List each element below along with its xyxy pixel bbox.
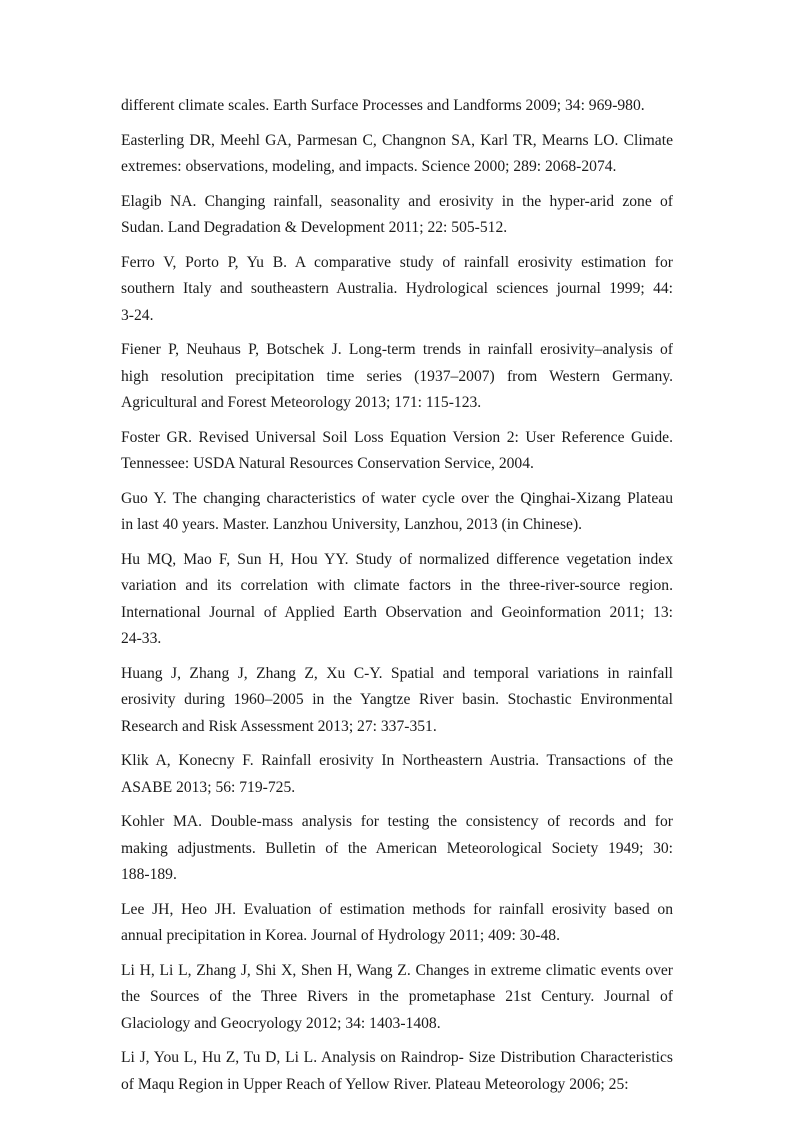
- reference-entry: [121, 128, 673, 181]
- reference-line: Elagib NA. Changing rainfall, seasonality and erosivity in the hyper-arid zone of: [121, 192, 673, 210]
- reference-line: Hu MQ, Mao F, Sun H, Hou YY. Study of normalized difference vegetation index: [121, 550, 673, 568]
- reference-line: Huang J, Zhang J, Zhang Z, Xu C-Y. Spatial and temporal variations in rainfall: [121, 664, 673, 682]
- reference-line: Sudan. Land Degradation & Development 2011; 22: 505-512.: [121, 219, 508, 236]
- reference-entry: [121, 93, 673, 120]
- reference-entry: [121, 1045, 673, 1098]
- reference-entry: [121, 250, 673, 330]
- reference-line: different climate scales. Earth Surface Processes and Landforms 2009; 34: 969-980.: [121, 97, 645, 114]
- reference-line: in last 40 years. Master. Lanzhou University, Lanzhou, 2013 (in Chinese).: [121, 516, 583, 533]
- reference-list: [121, 93, 673, 1106]
- reference-line: variation and its correlation with climate factors in the three-river-source region.: [121, 577, 673, 594]
- reference-line: southern Italy and southeastern Australia. Hydrological sciences journal 1999; 44:: [121, 280, 673, 297]
- reference-line: of Maqu Region in Upper Reach of Yellow River. Plateau Meteorology 2006; 25:: [121, 1075, 629, 1093]
- reference-line: 188-189.: [121, 866, 177, 883]
- reference-line: Foster GR. Revised Universal Soil Loss Equation Version 2: User Reference Guide.: [121, 428, 673, 446]
- reference-line: Easterling DR, Meehl GA, Parmesan C, Changnon SA, Karl TR, Mearns LO. Climate: [121, 131, 673, 149]
- reference-entry: [121, 748, 673, 801]
- reference-entry: [121, 337, 673, 417]
- reference-line: high resolution precipitation time series (1937–2007) from Western Germany.: [121, 367, 673, 385]
- reference-line: Fiener P, Neuhaus P, Botschek J. Long-term trends in rainfall erosivity–analysis of: [121, 341, 673, 358]
- reference-line: International Journal of Applied Earth Observation and Geoinformation 2011; 13:: [121, 603, 673, 621]
- reference-line: Guo Y. The changing characteristics of water cycle over the Qinghai-Xizang Plateau: [121, 489, 673, 507]
- reference-entry: [121, 958, 673, 1038]
- reference-line: the Sources of the Three Rivers in the prometaphase 21st Century. Journal of: [121, 988, 673, 1005]
- reference-line: making adjustments. Bulletin of the American Meteorological Society 1949; 30:: [121, 839, 673, 857]
- reference-line: Research and Risk Assessment 2013; 27: 337-351.: [121, 717, 437, 735]
- reference-entry: [121, 897, 673, 950]
- reference-line: Tennessee: USDA Natural Resources Conservation Service, 2004.: [121, 455, 534, 472]
- reference-line: Li J, You L, Hu Z, Tu D, Li L. Analysis on Raindrop- Size Distribution Characteristics: [121, 1049, 673, 1066]
- reference-line: Kohler MA. Double-mass analysis for testing the consistency of records and for: [121, 813, 673, 830]
- reference-line: ASABE 2013; 56: 719-725.: [121, 778, 296, 796]
- reference-entry: [121, 547, 673, 653]
- reference-line: annual precipitation in Korea. Journal of Hydrology 2011; 409: 30-48.: [121, 927, 560, 944]
- reference-line: Klik A, Konecny F. Rainfall erosivity In Northeastern Austria. Transactions of the: [121, 752, 673, 769]
- reference-entry: [121, 425, 673, 478]
- reference-entry: [121, 809, 673, 889]
- reference-line: extremes: observations, modeling, and impacts. Science 2000; 289: 2068-2074.: [121, 158, 617, 175]
- reference-line: 24-33.: [121, 630, 162, 647]
- reference-entry: [121, 486, 673, 539]
- reference-line: erosivity during 1960–2005 in the Yangtze River basin. Stochastic Environmental: [121, 691, 673, 708]
- reference-line: Ferro V, Porto P, Yu B. A comparative study of rainfall erosivity estimation for: [121, 253, 673, 271]
- reference-line: Lee JH, Heo JH. Evaluation of estimation methods for rainfall erosivity based on: [121, 900, 673, 918]
- reference-entry: [121, 189, 673, 242]
- reference-line: 3-24.: [121, 306, 154, 324]
- reference-line: Glaciology and Geocryology 2012; 34: 1403-1408.: [121, 1014, 441, 1032]
- reference-line: Li H, Li L, Zhang J, Shi X, Shen H, Wang Z. Changes in extreme climatic events over: [121, 961, 673, 979]
- reference-entry: [121, 661, 673, 741]
- reference-line: Agricultural and Forest Meteorology 2013; 171: 115-123.: [121, 394, 482, 411]
